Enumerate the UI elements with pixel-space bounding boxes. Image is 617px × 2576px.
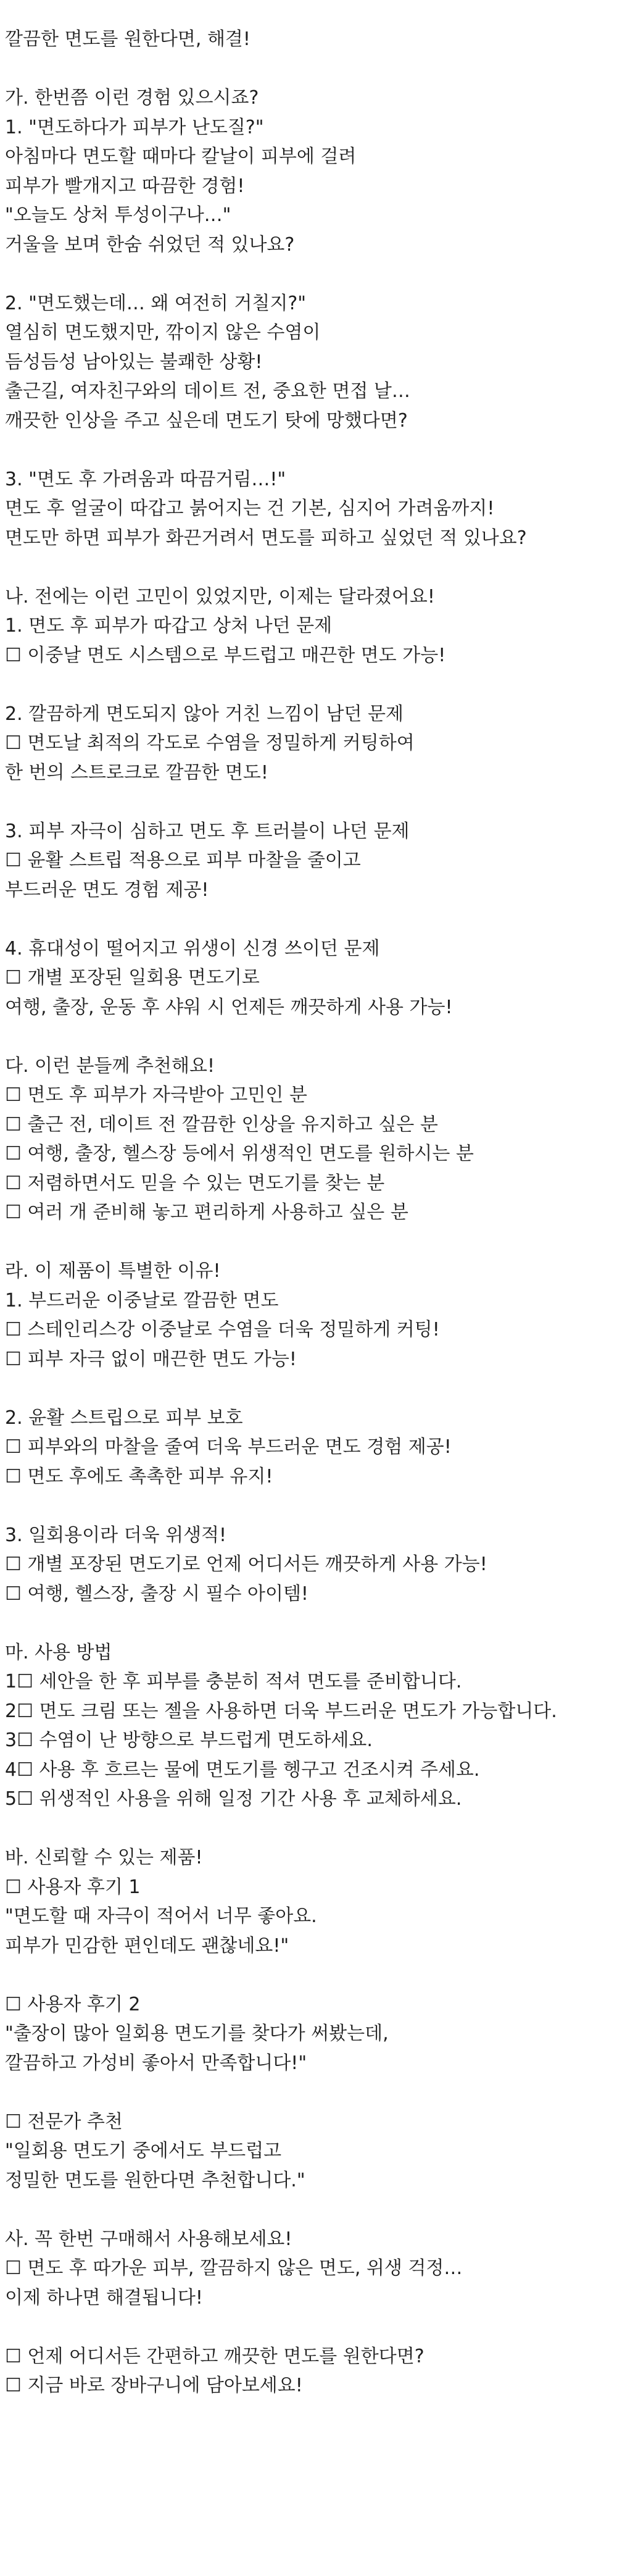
text-line: 이제 하나면 해결됩니다! [5,2286,203,2309]
spacer [5,2078,610,2107]
review-text: "일회용 면도기 중에서도 부드럽고 [5,2140,282,2162]
section-heading: 가. 한번쯤 이런 경험 있으시죠? [5,87,259,109]
item-title: 4. 휴대성이 떨어지고 위생이 신경 쓰이던 문제 [5,937,380,960]
review-title: ☐ 사용자 후기 2 [5,1993,141,2015]
spacer [5,1374,610,1403]
section-heading: 나. 전에는 이런 고민이 있었지만, 이제는 달라졌어요! [5,585,435,608]
text-line: 면도만 하면 피부가 화끈거려서 면도를 피하고 싶었던 적 있나요? [5,527,527,549]
closing-line: ☐ 지금 바로 장바구니에 담아보세요! [5,2375,303,2396]
checklist-item: ☐ 여행, 헬스장, 출장 시 필수 아이템! [5,1583,308,1605]
checklist-item: ☐ 피부와의 마찰을 줄여 더욱 부드러운 면도 경험 제공! [5,1436,452,1458]
item-title: 2. "면도했는데… 왜 여전히 거칠지?" [5,292,307,314]
text-line: 듬성듬성 남아있는 불쾌한 상황! [5,351,263,373]
section-heading: 마. 사용 방법 [5,1641,112,1663]
review-text: "출장이 많아 일회용 면도기를 찾다가 써봤는데, [5,2023,389,2044]
checklist-item: ☐ 스테인리스강 이중날로 수염을 더욱 정밀하게 커팅! [5,1319,440,1340]
item-title: 3. 피부 자극이 심하고 면도 후 트러블이 나던 문제 [5,820,410,842]
usage-step: 1☐ 세안을 한 후 피부를 충분히 적셔 면도를 준비합니다. [5,1671,462,1692]
spacer [5,787,610,817]
usage-step: 4☐ 사용 후 흐르는 물에 면도기를 헹구고 건조시켜 주세요. [5,1758,480,1781]
checklist-item: ☐ 면도 후 피부가 자극받아 고민인 분 [5,1084,307,1106]
spacer [5,1960,610,1990]
text-line: ☐ 윤활 스트립 적용으로 피부 마찰을 줄이고 [5,850,361,871]
spacer [5,1814,610,1844]
item-title: 1. 면도 후 피부가 따갑고 상처 나던 문제 [5,615,333,637]
item-title: 3. 일회용이라 더욱 위생적! [5,1524,227,1546]
text-line: ☐ 개별 포장된 일회용 면도기로 [5,967,260,989]
review-text: 정밀한 면도를 원한다면 추천합니다." [5,2169,305,2191]
spacer [5,2195,610,2225]
text-line: ☐ 면도 후 따가운 피부, 깔끔하지 않은 면도, 위생 걱정… [5,2257,463,2279]
text-line: ☐ 이중날 면도 시스템으로 부드럽고 매끈한 면도 가능! [5,644,446,666]
spacer [5,1491,610,1521]
spacer [5,670,610,700]
usage-step: 2☐ 면도 크림 또는 젤을 사용하면 더욱 부드러운 면도가 가능합니다. [5,1700,557,1722]
section-heading: 다. 이런 분들께 추천해요! [5,1055,215,1077]
spacer [5,435,610,465]
checklist-item: ☐ 출근 전, 데이트 전 깔끔한 인상을 유지하고 싶은 분 [5,1113,438,1135]
checklist-item: ☐ 저렴하면서도 믿을 수 있는 면도기를 찾는 분 [5,1172,385,1194]
text-line: 여행, 출장, 운동 후 샤워 시 언제든 깨끗하게 사용 가능! [5,996,453,1018]
product-description-document [5,25,610,2401]
headline: 깔끔한 면도를 원한다면, 해결! [5,28,251,50]
section-heading: 라. 이 제품이 특별한 이유! [5,1260,221,1282]
usage-step: 5☐ 위생적인 사용을 위해 일정 기간 사용 후 교체하세요. [5,1788,462,1810]
closing-line: ☐ 언제 어디서든 간편하고 깨끗한 면도를 원한다면? [5,2345,424,2367]
item-title: 1. 부드러운 이중날로 깔끔한 면도 [5,1289,279,1311]
usage-step: 3☐ 수염이 난 방향으로 부드럽게 면도하세요. [5,1729,373,1751]
spacer [5,905,610,934]
checklist-item: ☐ 개별 포장된 면도기로 언제 어디서든 깨끗하게 사용 가능! [5,1554,487,1575]
text-line: 거울을 보며 한숨 쉬었던 적 있나요? [5,233,295,256]
review-title: ☐ 사용자 후기 1 [5,1876,141,1898]
review-text: "면도할 때 자극이 적어서 너무 좋아요. [5,1905,317,1927]
section-heading: 바. 신뢰할 수 있는 제품! [5,1847,203,1868]
review-text: 피부가 민감한 편인데도 괜찮네요!" [5,1934,289,1957]
spacer [5,2312,610,2342]
text-line: ☐ 면도날 최적의 각도로 수염을 정밀하게 커팅하여 [5,732,415,754]
item-title: 3. "면도 후 가려움과 따끔거림…!" [5,468,286,490]
spacer [5,1608,610,1638]
text-line: 면도 후 얼굴이 따갑고 붉어지는 건 기본, 심지어 가려움까지! [5,498,495,519]
checklist-item: ☐ 여행, 출장, 헬스장 등에서 위생적인 면도를 원하시는 분 [5,1143,474,1165]
spacer [5,54,610,84]
spacer [5,1227,610,1257]
spacer [5,1022,610,1052]
review-title: ☐ 전문가 추천 [5,2110,123,2133]
item-title: 2. 깔끔하게 면도되지 않아 거친 느낌이 남던 문제 [5,703,404,725]
text-line: 한 번의 스트로크로 깔끔한 면도! [5,761,268,784]
spacer [5,553,610,582]
text-line: 출근길, 여자친구와의 데이트 전, 중요한 면접 날… [5,380,410,402]
spacer [5,259,610,289]
checklist-item: ☐ 면도 후에도 촉촉한 피부 유지! [5,1465,273,1487]
item-title: 1. "면도하다가 피부가 난도질?" [5,116,264,138]
checklist-item: ☐ 피부 자극 없이 매끈한 면도 가능! [5,1348,297,1370]
text-line: 깨끗한 인상을 주고 싶은데 면도기 탓에 망했다면? [5,409,408,432]
text-line: 아침마다 면도할 때마다 칼날이 피부에 걸려 [5,146,357,167]
text-line: "오늘도 상처 투성이구나…" [5,204,231,226]
section-heading: 사. 꼭 한번 구매해서 사용해보세요! [5,2228,292,2250]
review-text: 깔끔하고 가성비 좋아서 만족합니다!" [5,2052,307,2074]
text-line: 피부가 빨개지고 따끔한 경험! [5,175,245,197]
item-title: 2. 윤활 스트립으로 피부 보호 [5,1407,243,1429]
checklist-item: ☐ 여러 개 준비해 놓고 편리하게 사용하고 싶은 분 [5,1202,408,1223]
text-line: 열심히 면도했지만, 깎이지 않은 수염이 [5,322,321,343]
text-line: 부드러운 면도 경험 제공! [5,879,209,901]
